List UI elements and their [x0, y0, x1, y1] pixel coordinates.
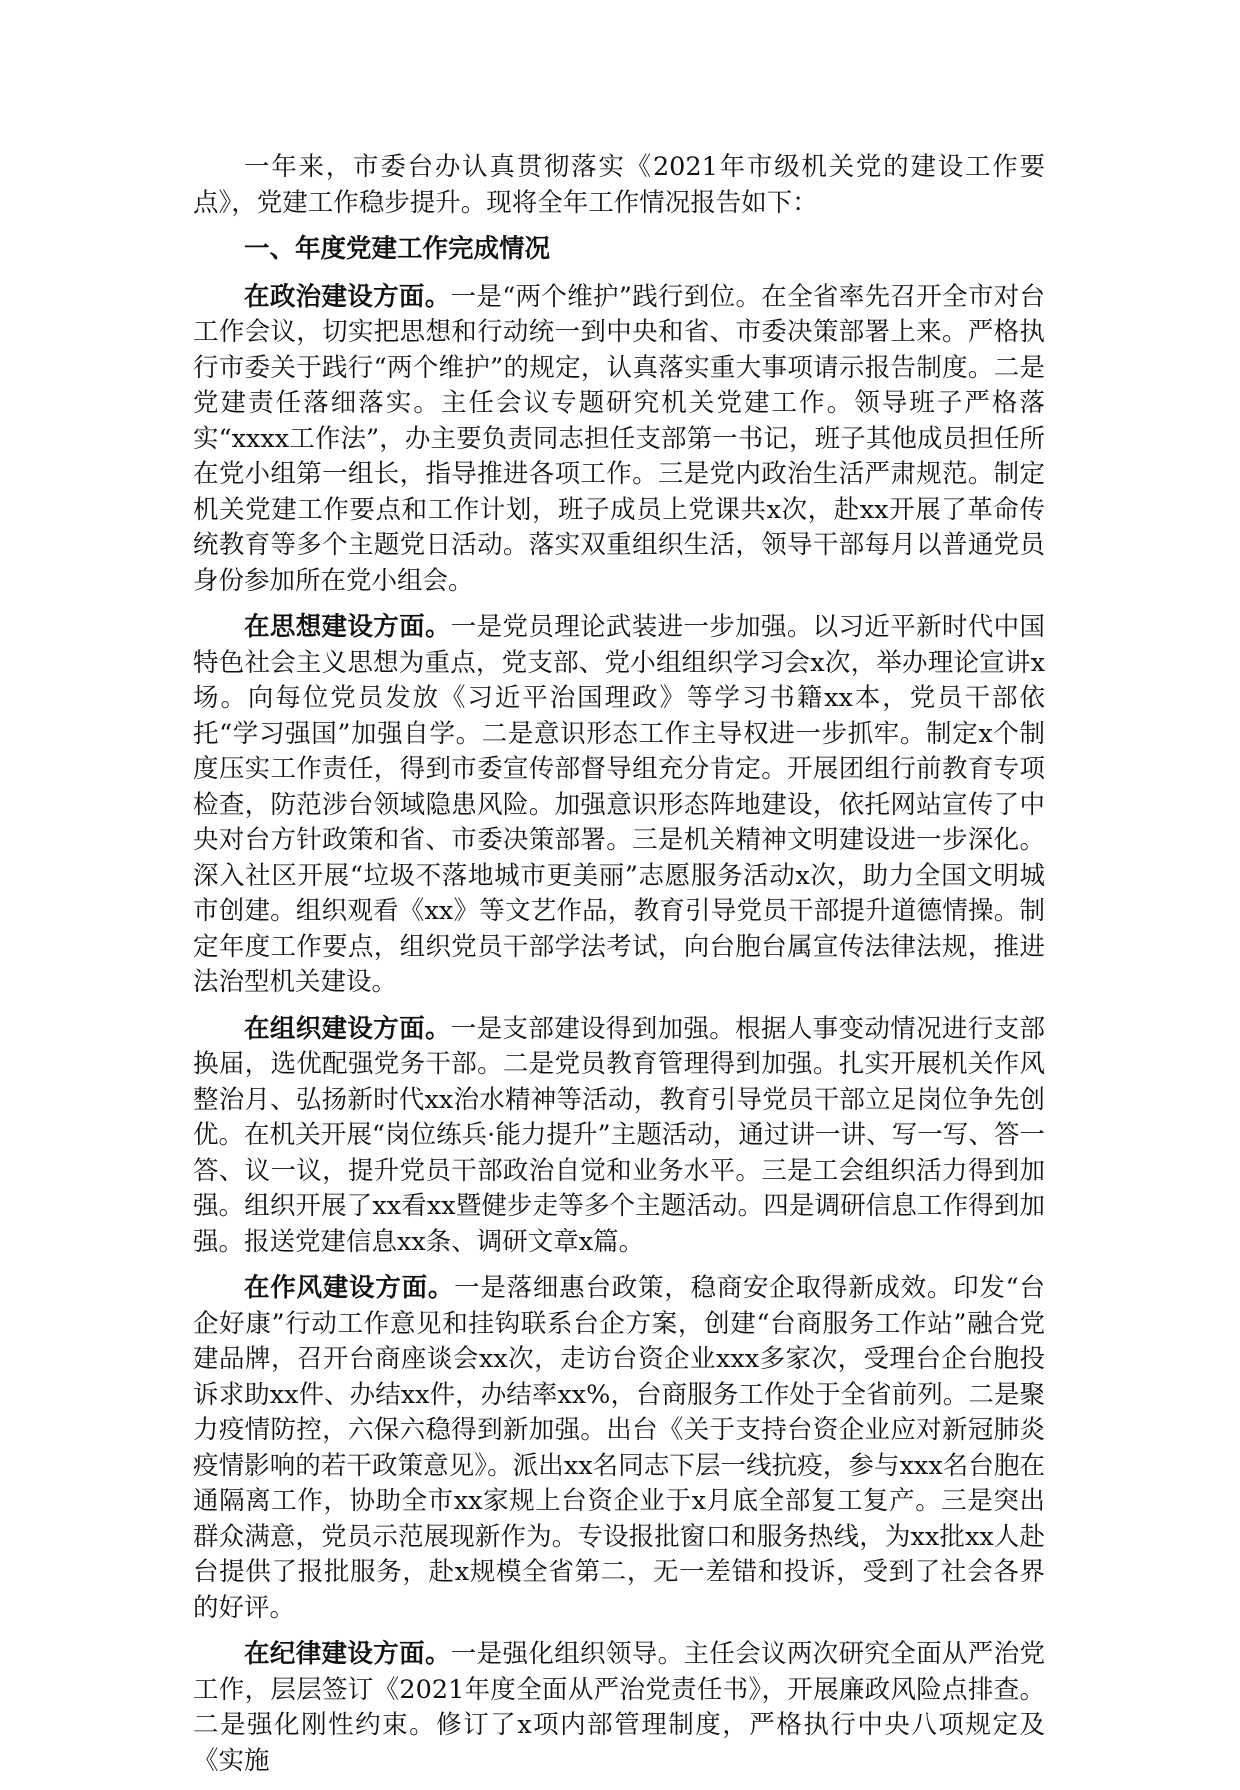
document-page — [193, 150, 1045, 1790]
discipline-construction-paragraph — [193, 1637, 1045, 1779]
paragraph-body: 一是支部建设得到加强。根据人事变动情况进行支部换届，选优配强党务干部。二是党员教育管理得到加强。扎实开展机关作风整治月、弘扬新时代xx治水精神等活动，教育引导党员干部立足岗位争先创优。在机关开展“岗位练兵·能力提升”主题活动，通过讲一讲、写一写、答一答、议一议，提升党员干部政治自觉和业务水平。三是工会组织活力得到加强。组织开展了xx看xx暨健步走等多个主题活动。四是调研信息工作得到加强。报送党建信息xx条、调研文章x篇。 — [193, 1013, 1045, 1257]
intro-paragraph: 一年来，市委台办认真贯彻落实《2021年市级机关党的建设工作要点》，党建工作稳步提升。现将全年工作情况报告如下： — [193, 152, 1045, 218]
organizational-construction-paragraph — [193, 1012, 1045, 1261]
paragraph-lead: 在作风建设方面。 — [244, 1273, 455, 1303]
work-style-construction-paragraph — [193, 1271, 1045, 1626]
paragraph-lead: 在政治建设方面。 — [244, 281, 451, 312]
paragraph-lead: 在组织建设方面。 — [244, 1013, 451, 1044]
paragraph-lead: 在思想建设方面。 — [244, 612, 451, 642]
paragraph-body: 一是党员理论武装进一步加强。以习近平新时代中国特色社会主义思想为重点，党支部、党小组组织学习会x次，举办理论宣讲x场。向每位党员发放《习近平治国理政》等学习书籍xx本，党员干部依托“学习强国”加强自学。二是意识形态工作主导权进一步抓牢。制定x个制度压实工作责任，得到市委宣传部督导组充分肯定。开展团组行前教育专项检查，防范涉台领域隐患风险。加强意识形态阵地建设，依托网站宣传了中央对台方针政策和省、市委决策部署。三是机关精神文明建设进一步深化。深入社区开展“垃圾不落地城市更美丽”志愿服务活动x次，助力全国文明城市创建。组织观看《xx》等文艺作品，教育引导党员干部提升道德情操。制定年度工作要点，组织党员干部学法考试，向台胞台属宣传法律法规，推进法治型机关建设。 — [193, 612, 1045, 997]
paragraph-body: 一是“两个维护”践行到位。在全省率先召开全市对台工作会议，切实把思想和行动统一到中央和省、市委决策部署上来。严格执行市委关于践行“两个维护”的规定，认真落实重大事项请示报告制度。二是党建责任落细落实。主任会议专题研究机关党建工作。领导班子严格落实“xxxx工作法”，办主要负责同志担任支部第一书记，班子其他成员担任所在党小组第一组长，指导推进各项工作。三是党内政治生活严肃规范。制定机关党建工作要点和工作计划，班子成员上党课共x次，赴xx开展了革命传统教育等多个主题党日活动。落实双重组织生活，领导干部每月以普通党员身份参加所在党小组会。 — [193, 281, 1045, 596]
ideological-construction-paragraph — [193, 610, 1045, 1001]
paragraph-lead: 在纪律建设方面。 — [244, 1639, 451, 1669]
paragraph-body: 一是强化组织领导。主任会议两次研究全面从严治党工作，层层签订《2021年度全面从严治党责任书》，开展廉政风险点排查。二是强化刚性约束。修订了x项内部管理制度，严格执行中央八项规定及《实施 — [193, 1639, 1045, 1776]
section-heading: 一、年度党建工作完成情况 — [244, 234, 551, 264]
paragraph-body: 一是落细惠台政策，稳商安企取得新成效。印发“台企好康”行动工作意见和挂钩联系台企方案，创建“台商服务工作站”融合党建品牌，召开台商座谈会xx次，走访台资企业xxx多家次，受理台企台胞投诉求助xx件、办结xx件，办结率xx%，台商服务工作处于全省前列。二是聚力疫情防控，六保六稳得到新加强。出台《关于支持台资企业应对新冠肺炎疫情影响的若干政策意见》。派出xx名同志下层一线抗疫，参与xxx名台胞在通隔离工作，协助全市xx家规上台资企业于x月底全部复工复产。三是突出群众满意，党员示范展现新作为。专设报批窗口和服务热线，为xx批xx人赴台提供了报批服务，赴x规模全省第二，无一差错和投诉，受到了社会各界的好评。 — [193, 1273, 1045, 1623]
political-construction-paragraph — [193, 280, 1045, 600]
